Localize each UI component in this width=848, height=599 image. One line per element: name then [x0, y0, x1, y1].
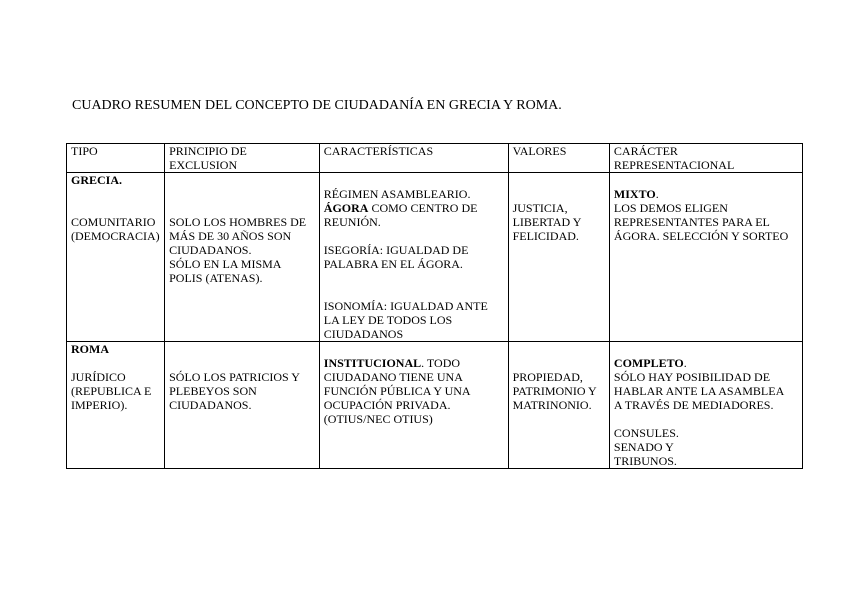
- row-roma: [67, 342, 803, 469]
- roma-caract-line: (OTIUS/NEC OTIUS): [323, 412, 433, 426]
- header-caracter: [609, 144, 802, 173]
- roma-principio-line: PLEBEYOS SON: [169, 384, 257, 398]
- roma-caracter-cell: [609, 342, 802, 469]
- grecia-isegoria-line: PALABRA EN EL ÁGORA.: [323, 257, 463, 271]
- grecia-isegoria-line: ISEGORÍA: IGUALDAD DE: [323, 243, 469, 257]
- roma-caracter-line: TRIBUNOS.: [613, 454, 677, 468]
- roma-valores-line: PROPIEDAD,: [512, 370, 583, 384]
- roma-caracter-title: COMPLETO.: [613, 356, 687, 370]
- header-caracteristicas-text: CARACTERÍSTICAS: [323, 144, 434, 158]
- header-valores-text: VALORES: [512, 144, 567, 158]
- roma-caracter-line: A TRAVÉS DE MEDIADORES.: [613, 398, 774, 412]
- grecia-principio-cell: [165, 173, 320, 342]
- roma-principio-line: SÓLO LOS PATRICIOS Y: [169, 370, 300, 384]
- grecia-valores-line: JUSTICIA,: [512, 201, 568, 215]
- summary-table: [66, 143, 803, 469]
- roma-caracter-line: HABLAR ANTE LA ASAMBLEA: [613, 384, 785, 398]
- roma-name: ROMA: [71, 342, 109, 356]
- grecia-caracter-line: LOS DEMOS ELIGEN: [613, 201, 728, 215]
- grecia-caracter-cell: [609, 173, 802, 342]
- grecia-caracter-line: ÁGORA. SELECCIÓN Y SORTEO: [613, 229, 789, 243]
- roma-tipo-line: (REPUBLICA E: [71, 384, 152, 398]
- roma-caract-line: OCUPACIÓN PRIVADA.: [323, 398, 451, 412]
- header-valores: [508, 144, 609, 173]
- roma-caracter-line: SÓLO HAY POSIBILIDAD DE: [613, 370, 771, 384]
- roma-caract-line: FUNCIÓN PÚBLICA Y UNA: [323, 384, 471, 398]
- roma-principio-line: CIUDADANOS.: [169, 398, 252, 412]
- row-grecia: [67, 173, 803, 342]
- roma-tipo-cell: [67, 342, 165, 469]
- roma-tipo-line: IMPERIO).: [71, 398, 128, 412]
- grecia-valores-cell: [508, 173, 609, 342]
- grecia-isonomia-line: ISONOMÍA: IGUALDAD ANTE: [323, 299, 488, 313]
- roma-valores-line: PATRIMONIO Y: [512, 384, 597, 398]
- grecia-principio-line: SOLO LOS HOMBRES DE: [169, 215, 307, 229]
- roma-principio-cell: [165, 342, 320, 469]
- grecia-name: GRECIA.: [71, 173, 123, 187]
- grecia-tipo-line: COMUNITARIO: [71, 215, 156, 229]
- header-principio-line: PRINCIPIO DE: [169, 144, 247, 158]
- roma-institucional: INSTITUCIONAL. TODO: [323, 356, 461, 370]
- header-principio-line: EXCLUSION: [169, 158, 238, 172]
- header-principio: [165, 144, 320, 173]
- grecia-isonomia-line: LA LEY DE TODOS LOS: [323, 313, 453, 327]
- header-caracter-line: REPRESENTACIONAL: [613, 158, 735, 172]
- grecia-isonomia-line: CIUDADANOS: [323, 327, 404, 341]
- roma-caracter-line: CONSULES.: [613, 426, 679, 440]
- grecia-caracteristicas-cell: [319, 173, 508, 342]
- roma-valores-line: MATRINONIO.: [512, 398, 592, 412]
- grecia-principio-line: POLIS (ATENAS).: [169, 271, 263, 285]
- document-title: CUADRO RESUMEN DEL CONCEPTO DE CIUDADANÍA EN GRECIA Y ROMA.: [72, 98, 562, 113]
- grecia-tipo-line: (DEMOCRACIA): [71, 229, 160, 243]
- grecia-agora: ÁGORA COMO CENTRO DE: [323, 201, 478, 215]
- grecia-caracter-title: MIXTO.: [613, 187, 659, 201]
- roma-caract-line: CIUDADANO TIENE UNA: [323, 370, 463, 384]
- header-tipo: [67, 144, 165, 173]
- header-caracter-line: CARÁCTER: [613, 144, 678, 158]
- grecia-valores-line: FELICIDAD.: [512, 229, 579, 243]
- roma-valores-cell: [508, 342, 609, 469]
- header-caracteristicas: [319, 144, 508, 173]
- roma-tipo-line: JURÍDICO: [71, 370, 126, 384]
- grecia-principio-line: CIUDADANOS.: [169, 243, 252, 257]
- roma-caracter-line: SENADO Y: [613, 440, 674, 454]
- grecia-tipo-cell: [67, 173, 165, 342]
- roma-caracteristicas-cell: [319, 342, 508, 469]
- grecia-regimen: RÉGIMEN ASAMBLEARIO.: [323, 187, 471, 201]
- grecia-valores-line: LIBERTAD Y: [512, 215, 582, 229]
- grecia-principio-line: SÓLO EN LA MISMA: [169, 257, 282, 271]
- header-row: [67, 144, 803, 173]
- grecia-caracter-line: REPRESENTANTES PARA EL: [613, 215, 770, 229]
- header-tipo-text: TIPO: [71, 144, 98, 158]
- grecia-principio-line: MÁS DE 30 AÑOS SON: [169, 229, 292, 243]
- grecia-reunion: REUNIÓN.: [323, 215, 381, 229]
